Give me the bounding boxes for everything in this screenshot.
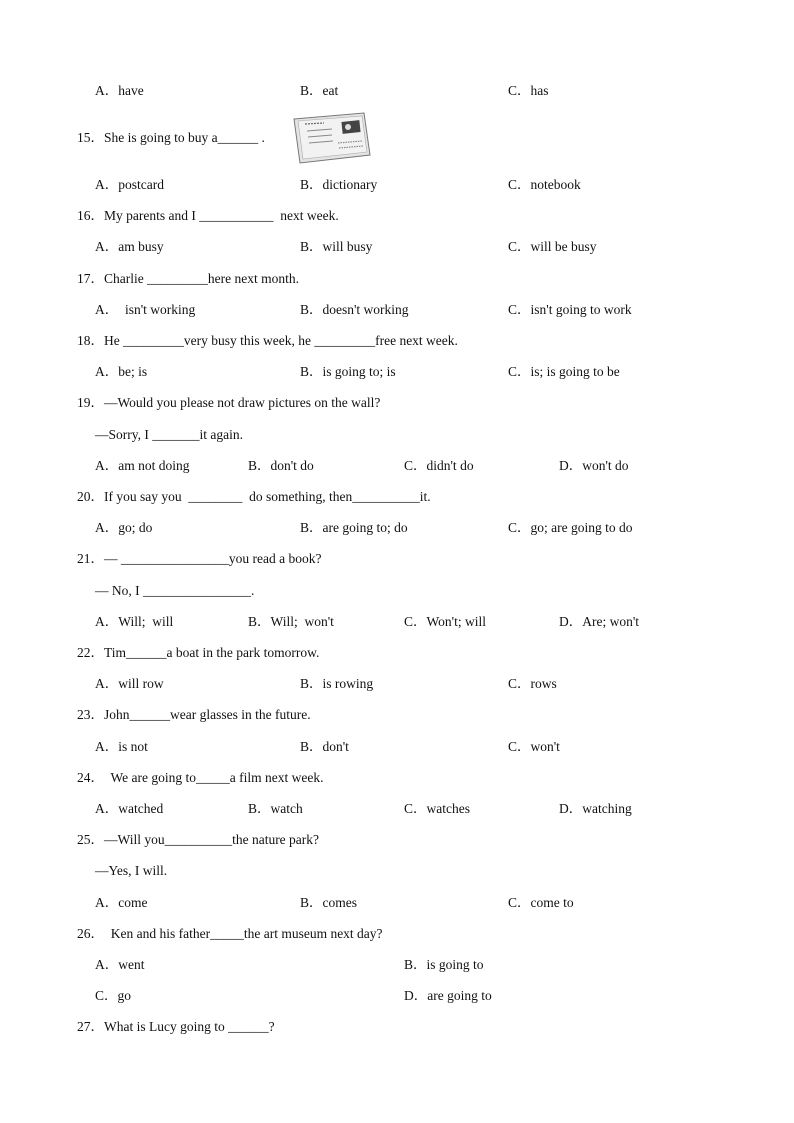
question-23-option-c[interactable]: C．won't bbox=[508, 739, 560, 754]
question-21-stem: 21．— ________________you read a book? bbox=[77, 551, 322, 566]
question-23-option-b[interactable]: B．don't bbox=[300, 739, 349, 754]
question-15-option-a[interactable]: A．postcard bbox=[95, 177, 164, 192]
question-19-option-b[interactable]: B．don't do bbox=[248, 458, 314, 473]
question-18-option-c[interactable]: C．is; is going to be bbox=[508, 364, 620, 379]
question-21-option-b[interactable]: B．Will; won't bbox=[248, 614, 334, 629]
question-24-option-d[interactable]: D．watching bbox=[559, 801, 632, 816]
question-15-option-b[interactable]: B．dictionary bbox=[300, 177, 378, 192]
question-21-option-a[interactable]: A．Will; will bbox=[95, 614, 174, 629]
question-27-stem: 27．What is Lucy going to ______? bbox=[77, 1019, 275, 1034]
question-18-stem: 18．He _________very busy this week, he _________free next week. bbox=[77, 333, 458, 348]
question-16-option-b[interactable]: B．will busy bbox=[300, 239, 373, 254]
question-21-reply: — No, I ________________. bbox=[95, 583, 255, 598]
question-22-stem: 22．Tim______a boat in the park tomorrow. bbox=[77, 645, 320, 660]
postcard-image bbox=[292, 111, 372, 165]
question-16-option-c[interactable]: C．will be busy bbox=[508, 239, 597, 254]
question-19-option-c[interactable]: C．didn't do bbox=[404, 458, 474, 473]
question-18-option-b[interactable]: B．is going to; is bbox=[300, 364, 396, 379]
question-20-option-b[interactable]: B．are going to; do bbox=[300, 520, 408, 535]
question-15-option-c[interactable]: C．notebook bbox=[508, 177, 581, 192]
question-23-option-a[interactable]: A．is not bbox=[95, 739, 148, 754]
question-25-option-c[interactable]: C．come to bbox=[508, 895, 574, 910]
question-25-option-a[interactable]: A．come bbox=[95, 895, 148, 910]
question-17-option-a[interactable]: A． isn't working bbox=[95, 302, 196, 317]
question-24-option-b[interactable]: B．watch bbox=[248, 801, 303, 816]
question-20-option-c[interactable]: C．go; are going to do bbox=[508, 520, 633, 535]
question-17-stem: 17．Charlie _________here next month. bbox=[77, 271, 299, 286]
question-25-stem: 25．—Will you__________the nature park? bbox=[77, 832, 320, 847]
question-22-option-a[interactable]: A．will row bbox=[95, 676, 164, 691]
question-26-option-b[interactable]: B．is going to bbox=[404, 957, 484, 972]
question-24-option-a[interactable]: A．watched bbox=[95, 801, 164, 816]
question-26-stem: 26． Ken and his father_____the art museum next day? bbox=[77, 926, 383, 941]
question-17-option-c[interactable]: C．isn't going to work bbox=[508, 302, 632, 317]
question-20-stem: 20．If you say you ________ do something, then__________it. bbox=[77, 489, 431, 504]
option-b[interactable]: B．eat bbox=[300, 83, 339, 98]
question-23-stem: 23．John______wear glasses in the future. bbox=[77, 707, 311, 722]
question-25-option-b[interactable]: B．comes bbox=[300, 895, 357, 910]
question-18-option-a[interactable]: A．be; is bbox=[95, 364, 148, 379]
question-26-option-a[interactable]: A．went bbox=[95, 957, 145, 972]
option-c[interactable]: C．has bbox=[508, 83, 549, 98]
question-20-option-a[interactable]: A．go; do bbox=[95, 520, 153, 535]
question-25-reply: —Yes, I will. bbox=[95, 863, 168, 878]
question-21-option-c[interactable]: C．Won't; will bbox=[404, 614, 486, 629]
question-26-option-d[interactable]: D．are going to bbox=[404, 988, 492, 1003]
question-26-option-c[interactable]: C．go bbox=[95, 988, 132, 1003]
question-24-option-c[interactable]: C．watches bbox=[404, 801, 470, 816]
question-24-stem: 24． We are going to_____a film next week. bbox=[77, 770, 324, 785]
option-a[interactable]: A．have bbox=[95, 83, 144, 98]
question-17-option-b[interactable]: B．doesn't working bbox=[300, 302, 409, 317]
question-19-reply: —Sorry, I _______it again. bbox=[95, 427, 243, 442]
question-22-option-c[interactable]: C．rows bbox=[508, 676, 557, 691]
question-19-stem: 19．—Would you please not draw pictures on the wall? bbox=[77, 395, 381, 410]
question-16-stem: 16．My parents and I ___________ next week. bbox=[77, 208, 339, 223]
question-16-option-a[interactable]: A．am busy bbox=[95, 239, 164, 254]
question-19-option-a[interactable]: A．am not doing bbox=[95, 458, 190, 473]
question-21-option-d[interactable]: D．Are; won't bbox=[559, 614, 640, 629]
question-15-stem: 15．She is going to buy a______ . bbox=[77, 130, 265, 145]
question-19-option-d[interactable]: D．won't do bbox=[559, 458, 629, 473]
question-22-option-b[interactable]: B．is rowing bbox=[300, 676, 374, 691]
